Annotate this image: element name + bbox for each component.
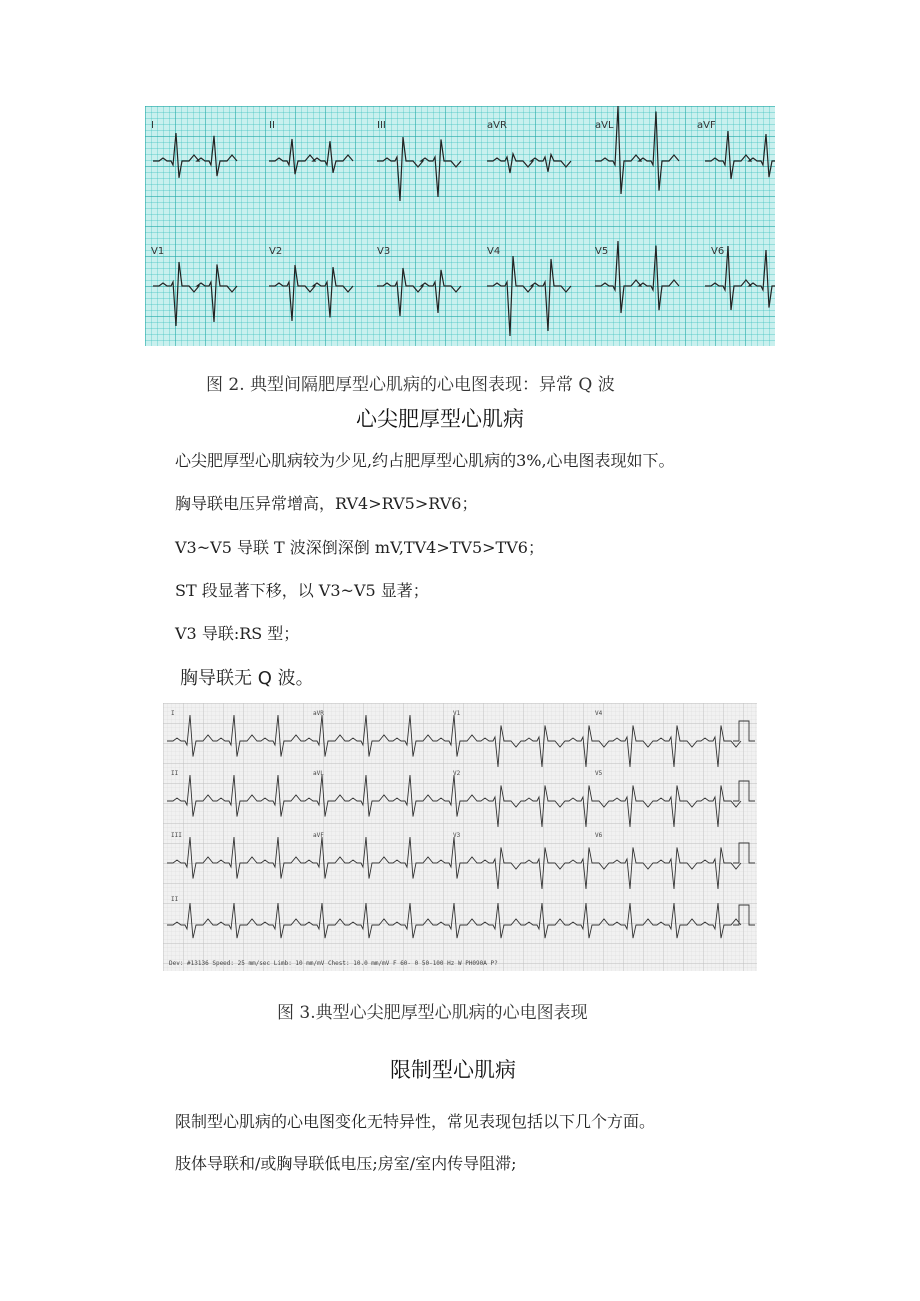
lead-label-V3: V3 — [377, 246, 391, 257]
figure-3-caption: 图 3.典型心尖肥厚型心肌病的心电图表现 — [277, 1003, 588, 1023]
lead-label-I: I — [151, 120, 154, 131]
paragraph-apical-5: V3 导联:RS 型； — [175, 624, 300, 643]
section-heading-restrictive: 限制型心肌病 — [390, 1058, 516, 1082]
ecg3-label-V3: V3 — [453, 832, 461, 839]
lead-label-V2: V2 — [269, 246, 283, 257]
ecg-figure-2 — [145, 106, 775, 346]
ecg-figure-3-svg — [163, 703, 757, 971]
ecg3-label-aVL: aVL — [313, 770, 324, 777]
ecg3-label-aVR: aVR — [313, 710, 324, 717]
lead-label-aVR: aVR — [487, 120, 507, 131]
ecg3-label-V4: V4 — [595, 710, 603, 717]
lead-label-V4: V4 — [487, 246, 501, 257]
ecg-figure-2-svg — [145, 106, 775, 346]
ecg3-label-II: II — [171, 770, 179, 777]
ecg3-label-I: I — [171, 710, 175, 717]
section-heading-apical: 心尖肥厚型心肌病 — [356, 407, 524, 431]
ecg3-label-aVF: aVF — [313, 832, 324, 839]
paragraph-restrictive-1: 限制型心肌病的心电图变化无特异性，常见表现包括以下几个方面。 — [175, 1112, 656, 1131]
paragraph-restrictive-2: 肢体导联和/或胸导联低电压;房室/室内传导阻滞; — [175, 1154, 517, 1173]
lead-label-V1: V1 — [151, 246, 165, 257]
lead-label-aVF: aVF — [697, 120, 716, 131]
ecg-figure-3 — [163, 703, 757, 971]
ecg3-label-V2: V2 — [453, 770, 461, 777]
paragraph-apical-3: V3~V5 导联 T 波深倒深倒 mV,TV4>TV5>TV6； — [175, 538, 544, 557]
paragraph-apical-2: 胸导联电压异常增高，RV4>RV5>RV6； — [175, 494, 478, 513]
lead-label-V5: V5 — [595, 246, 609, 257]
paragraph-apical-4: ST 段显著下移，以 V3~V5 显著； — [175, 581, 429, 600]
ecg3-label-V1: V1 — [453, 710, 461, 717]
ecg3-footer: Dev: #13136 Speed: 25 mm/sec Limb: 10 mm/mV Chest: 10.0 mm/mV F 60- 0 50-100 Hz W PH090A P? — [169, 960, 498, 967]
paragraph-apical-lead-note: 胸导联无 Q 波。 — [180, 668, 314, 689]
ecg3-label-V6: V6 — [595, 832, 603, 839]
lead-label-aVL: aVL — [595, 120, 614, 131]
ecg-grid — [145, 106, 775, 346]
figure-2-caption: 图 2. 典型间隔肥厚型心肌病的心电图表现：异常 Q 波 — [206, 375, 615, 395]
lead-label-III: III — [377, 120, 386, 131]
lead-label-V6: V6 — [711, 246, 725, 257]
paragraph-apical-1: 心尖肥厚型心肌病较为少见,约占肥厚型心肌病的3%,心电图表现如下。 — [175, 451, 675, 470]
ecg3-label-V5: V5 — [595, 770, 603, 777]
ecg3-label-III: III — [171, 832, 182, 839]
lead-label-II: II — [269, 120, 275, 131]
ecg3-label-rhythm: II — [171, 896, 179, 903]
